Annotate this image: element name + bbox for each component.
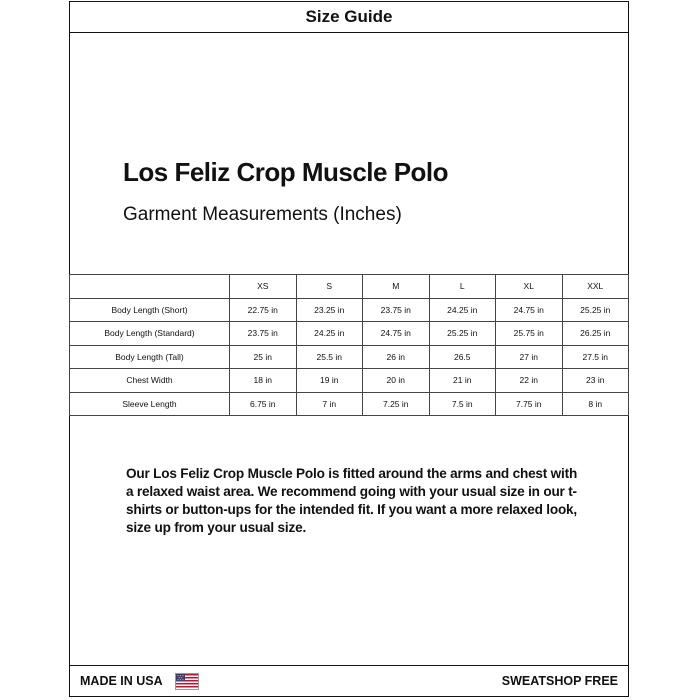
table-cell: 25 in xyxy=(230,345,297,369)
table-cell: 7.25 in xyxy=(363,392,430,416)
table-cell: 27.5 in xyxy=(562,345,629,369)
fit-description: Our Los Feliz Crop Muscle Polo is fitted around the arms and chest with a relaxed waist area. We recommend going with your usual size in our t-shirts or button-ups for the intended fit. If you want a more relaxed look, size up from your usual size. xyxy=(126,466,578,535)
table-cell: 24.25 in xyxy=(296,322,363,346)
measurements-subtitle: Garment Measurements (Inches) xyxy=(123,204,402,225)
table-cell: 7 in xyxy=(296,392,363,416)
size-header: XL xyxy=(496,275,563,299)
size-header-row xyxy=(70,275,629,299)
table-cell: 25.75 in xyxy=(496,322,563,346)
table-cell: 24.75 in xyxy=(363,322,430,346)
table-row xyxy=(70,345,629,369)
size-header: M xyxy=(363,275,430,299)
size-header: XXL xyxy=(562,275,629,299)
table-row xyxy=(70,369,629,393)
table-cell: 25.5 in xyxy=(296,345,363,369)
corner-cell xyxy=(70,275,230,299)
table-cell: 24.25 in xyxy=(429,298,496,322)
us-flag-icon xyxy=(175,673,199,690)
table-cell: 26.25 in xyxy=(562,322,629,346)
row-label: Body Length (Short) xyxy=(70,298,230,322)
table-cell: 7.5 in xyxy=(429,392,496,416)
sweatshop-free-label: SWEATSHOP FREE xyxy=(501,674,618,688)
table-cell: 27 in xyxy=(496,345,563,369)
table-cell: 23.75 in xyxy=(230,322,297,346)
table-cell: 6.75 in xyxy=(230,392,297,416)
table-cell: 18 in xyxy=(230,369,297,393)
table-cell: 22.75 in xyxy=(230,298,297,322)
table-row xyxy=(70,392,629,416)
table-cell: 23.75 in xyxy=(363,298,430,322)
row-label: Body Length (Standard) xyxy=(70,322,230,346)
row-label: Sleeve Length xyxy=(70,392,230,416)
row-label: Chest Width xyxy=(70,369,230,393)
table-cell: 19 in xyxy=(296,369,363,393)
table-cell: 26 in xyxy=(363,345,430,369)
product-title: Los Feliz Crop Muscle Polo xyxy=(123,157,449,187)
table-cell: 26.5 xyxy=(429,345,496,369)
size-header: S xyxy=(296,275,363,299)
row-label: Body Length (Tall) xyxy=(70,345,230,369)
table-cell: 22 in xyxy=(496,369,563,393)
size-guide-header: Size Guide xyxy=(70,2,628,33)
table-cell: 20 in xyxy=(363,369,430,393)
table-cell: 23 in xyxy=(562,369,629,393)
made-in-usa-label: MADE IN USA xyxy=(80,674,163,688)
table-cell: 25.25 in xyxy=(429,322,496,346)
table-row xyxy=(70,298,629,322)
table-cell: 25.25 in xyxy=(562,298,629,322)
table-cell: 24.75 in xyxy=(496,298,563,322)
size-header: L xyxy=(429,275,496,299)
table-cell: 8 in xyxy=(562,392,629,416)
table-cell: 23.25 in xyxy=(296,298,363,322)
footer xyxy=(70,665,628,696)
table-cell: 21 in xyxy=(429,369,496,393)
table-row xyxy=(70,322,629,346)
size-table xyxy=(69,274,629,416)
table-cell: 7.75 in xyxy=(496,392,563,416)
size-header: XS xyxy=(230,275,297,299)
